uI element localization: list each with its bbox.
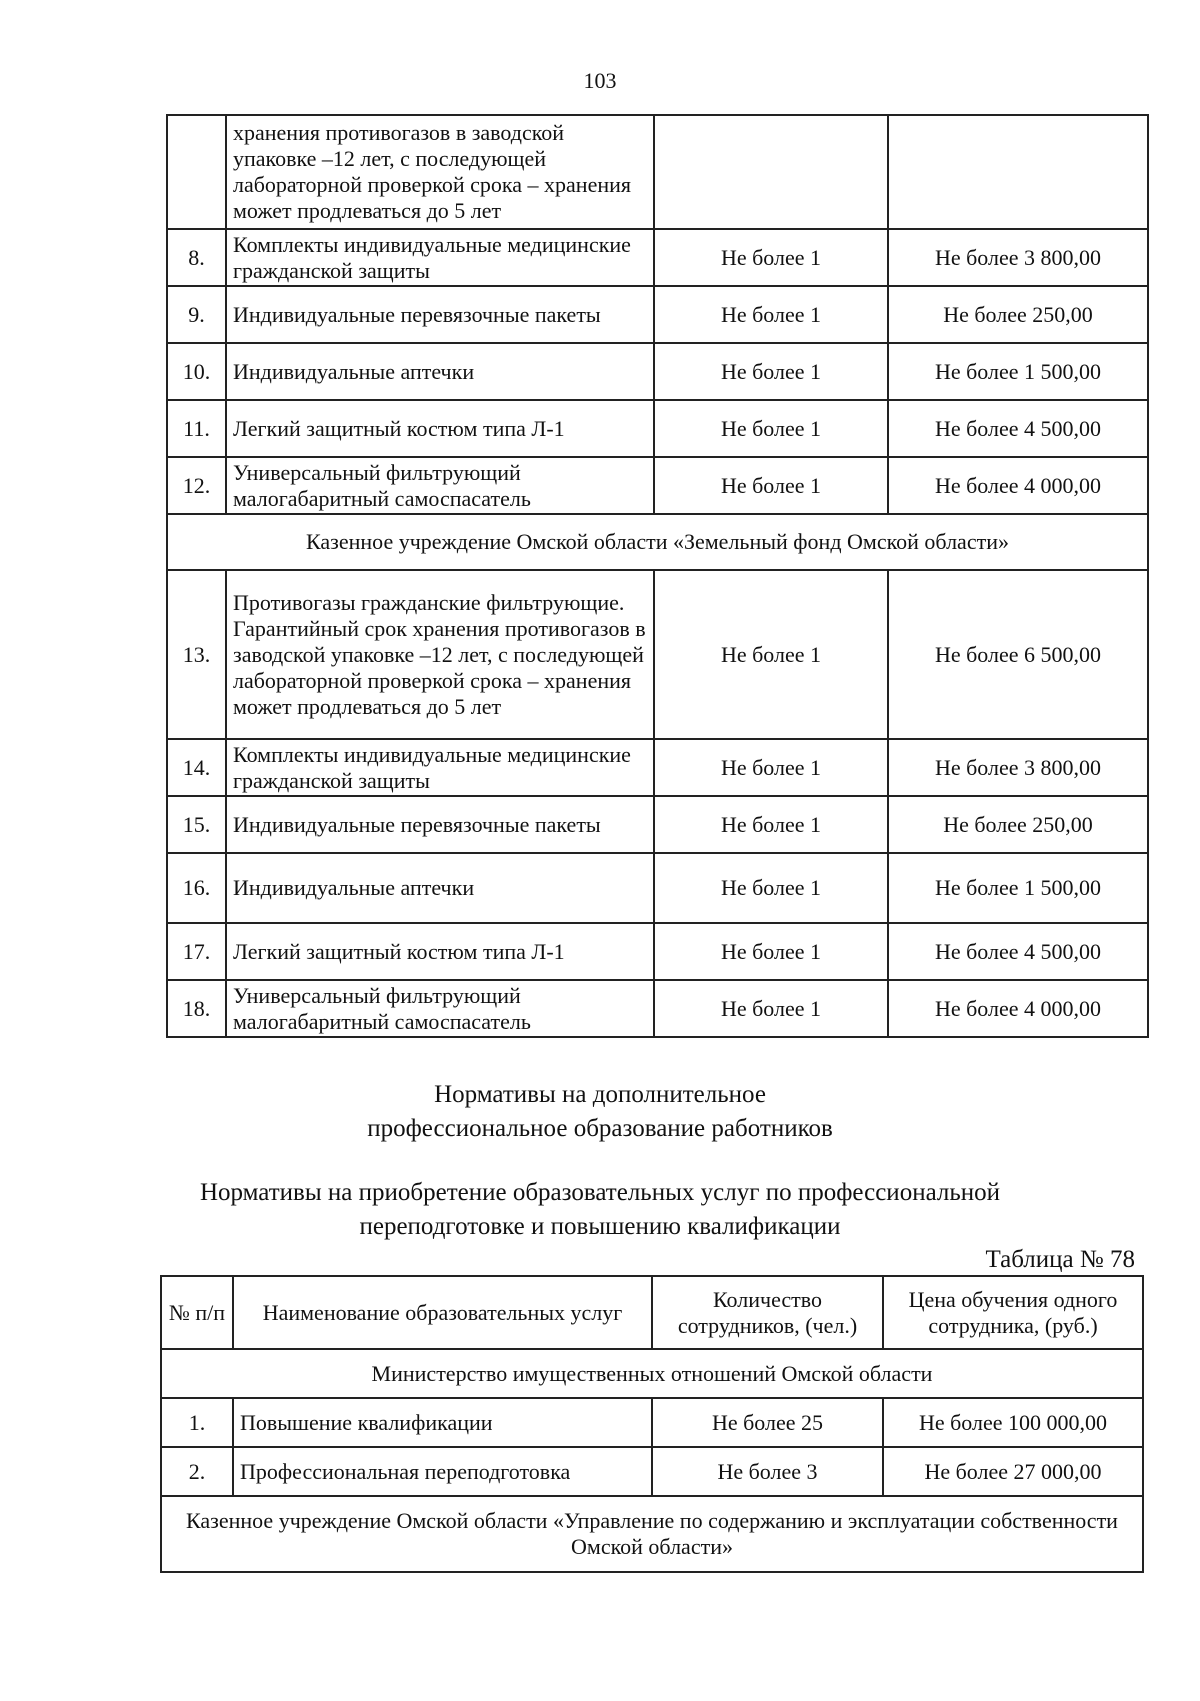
- item-name: Индивидуальные перевязочные пакеты: [226, 286, 654, 343]
- section-row: [161, 1496, 1143, 1572]
- item-quantity: Не более 1: [654, 400, 888, 457]
- item-price: Не более 1 500,00: [888, 343, 1148, 400]
- item-price: Не более 4 500,00: [888, 400, 1148, 457]
- section-row: [167, 514, 1148, 570]
- heading-line: Нормативы на приобретение образовательных услуг по профессиональной: [199, 1179, 1001, 1206]
- item-quantity: Не более 1: [654, 229, 888, 286]
- item-quantity: Не более 1: [654, 343, 888, 400]
- education-services-table-header: [161, 1276, 1143, 1349]
- section-row: [161, 1349, 1143, 1398]
- table-row: [167, 853, 1148, 923]
- item-quantity: Не более 1: [654, 457, 888, 514]
- row-number: 11.: [167, 400, 226, 457]
- row-number: 1.: [161, 1398, 233, 1447]
- item-price: [888, 115, 1148, 229]
- row-number: 18.: [167, 980, 226, 1037]
- item-name: Индивидуальные перевязочные пакеты: [226, 796, 654, 853]
- item-quantity: Не более 1: [654, 570, 888, 739]
- item-quantity: [654, 115, 888, 229]
- item-price: Не более 250,00: [888, 286, 1148, 343]
- table-row: [167, 570, 1148, 739]
- item-quantity: Не более 1: [654, 923, 888, 980]
- item-quantity: Не более 1: [654, 739, 888, 796]
- section-title: Казенное учреждение Омской области «Управление по содержанию и эксплуатации собственности Омской области»: [161, 1496, 1143, 1572]
- item-price: Не более 6 500,00: [888, 570, 1148, 739]
- item-name: Комплекты индивидуальные медицинские гражданской защиты: [226, 739, 654, 796]
- item-name: Повышение квалификации: [233, 1398, 652, 1447]
- table-row: [167, 980, 1148, 1037]
- row-number: 12.: [167, 457, 226, 514]
- row-number: 17.: [167, 923, 226, 980]
- item-name: Легкий защитный костюм типа Л-1: [226, 400, 654, 457]
- item-name: Легкий защитный костюм типа Л-1: [226, 923, 654, 980]
- item-price: Не более 250,00: [888, 796, 1148, 853]
- header-price: Цена обучения одного сотрудника, (руб.): [883, 1276, 1143, 1349]
- item-name: Универсальный фильтрующий малогабаритный самоспасатель: [226, 980, 654, 1037]
- equipment-norms-table: [166, 114, 1149, 1038]
- row-number: 10.: [167, 343, 226, 400]
- table-row: [167, 739, 1148, 796]
- table-row: [167, 400, 1148, 457]
- header-name: Наименование образовательных услуг: [233, 1276, 652, 1349]
- item-price: Не более 3 800,00: [888, 739, 1148, 796]
- table-caption: Таблица № 78: [985, 1246, 1135, 1273]
- education-services-table-body: [161, 1349, 1143, 1572]
- table-row: [167, 229, 1148, 286]
- item-name: хранения противогазов в заводской упаковке –12 лет, с последующей лабораторной проверкой срока – хранения может продлеваться до 5 лет: [226, 115, 654, 229]
- row-number: 2.: [161, 1447, 233, 1496]
- item-quantity: Не более 1: [654, 980, 888, 1037]
- item-price: Не более 100 000,00: [883, 1398, 1143, 1447]
- item-price: Не более 4 500,00: [888, 923, 1148, 980]
- table-row: [161, 1398, 1143, 1447]
- header-num: № п/п: [161, 1276, 233, 1349]
- item-price: Не более 4 000,00: [888, 457, 1148, 514]
- page-number: 103: [583, 68, 617, 93]
- section-heading-education-services: [0, 1176, 1200, 1244]
- row-number: 16.: [167, 853, 226, 923]
- item-name: Универсальный фильтрующий малогабаритный самоспасатель: [226, 457, 654, 514]
- item-quantity: Не более 3: [652, 1447, 883, 1496]
- row-number: [167, 115, 226, 229]
- table-row: [161, 1447, 1143, 1496]
- table-row: [167, 923, 1148, 980]
- item-price: Не более 3 800,00: [888, 229, 1148, 286]
- item-name: Комплекты индивидуальные медицинские гражданской защиты: [226, 229, 654, 286]
- item-name: Индивидуальные аптечки: [226, 343, 654, 400]
- item-name: Индивидуальные аптечки: [226, 853, 654, 923]
- heading-line: Нормативы на дополнительное: [434, 1081, 766, 1108]
- item-quantity: Не более 25: [652, 1398, 883, 1447]
- section-heading-additional-education: [0, 1078, 1200, 1146]
- row-number: 15.: [167, 796, 226, 853]
- item-quantity: Не более 1: [654, 286, 888, 343]
- row-number: 13.: [167, 570, 226, 739]
- table-header-row: [161, 1276, 1143, 1349]
- item-name: Противогазы гражданские фильтрующие. Гарантийный срок хранения противогазов в заводской упаковке –12 лет, с последующей лабораторной проверкой срока – хранения может продлеваться до 5 лет: [226, 570, 654, 739]
- table-row: [167, 115, 1148, 229]
- header-qty: Количество сотрудников, (чел.): [652, 1276, 883, 1349]
- table-row: [167, 343, 1148, 400]
- item-price: Не более 27 000,00: [883, 1447, 1143, 1496]
- section-title: Казенное учреждение Омской области «Земельный фонд Омской области»: [167, 514, 1148, 570]
- table-row: [167, 796, 1148, 853]
- heading-line: переподготовке и повышению квалификации: [359, 1213, 841, 1240]
- table-row: [167, 457, 1148, 514]
- row-number: 14.: [167, 739, 226, 796]
- item-price: Не более 1 500,00: [888, 853, 1148, 923]
- section-title: Министерство имущественных отношений Омской области: [161, 1349, 1143, 1398]
- equipment-norms-table-body: [167, 115, 1148, 1037]
- item-quantity: Не более 1: [654, 796, 888, 853]
- education-services-table: [160, 1275, 1144, 1573]
- item-price: Не более 4 000,00: [888, 980, 1148, 1037]
- table-row: [167, 286, 1148, 343]
- row-number: 8.: [167, 229, 226, 286]
- row-number: 9.: [167, 286, 226, 343]
- heading-line: профессиональное образование работников: [367, 1115, 833, 1142]
- item-name: Профессиональная переподготовка: [233, 1447, 652, 1496]
- item-quantity: Не более 1: [654, 853, 888, 923]
